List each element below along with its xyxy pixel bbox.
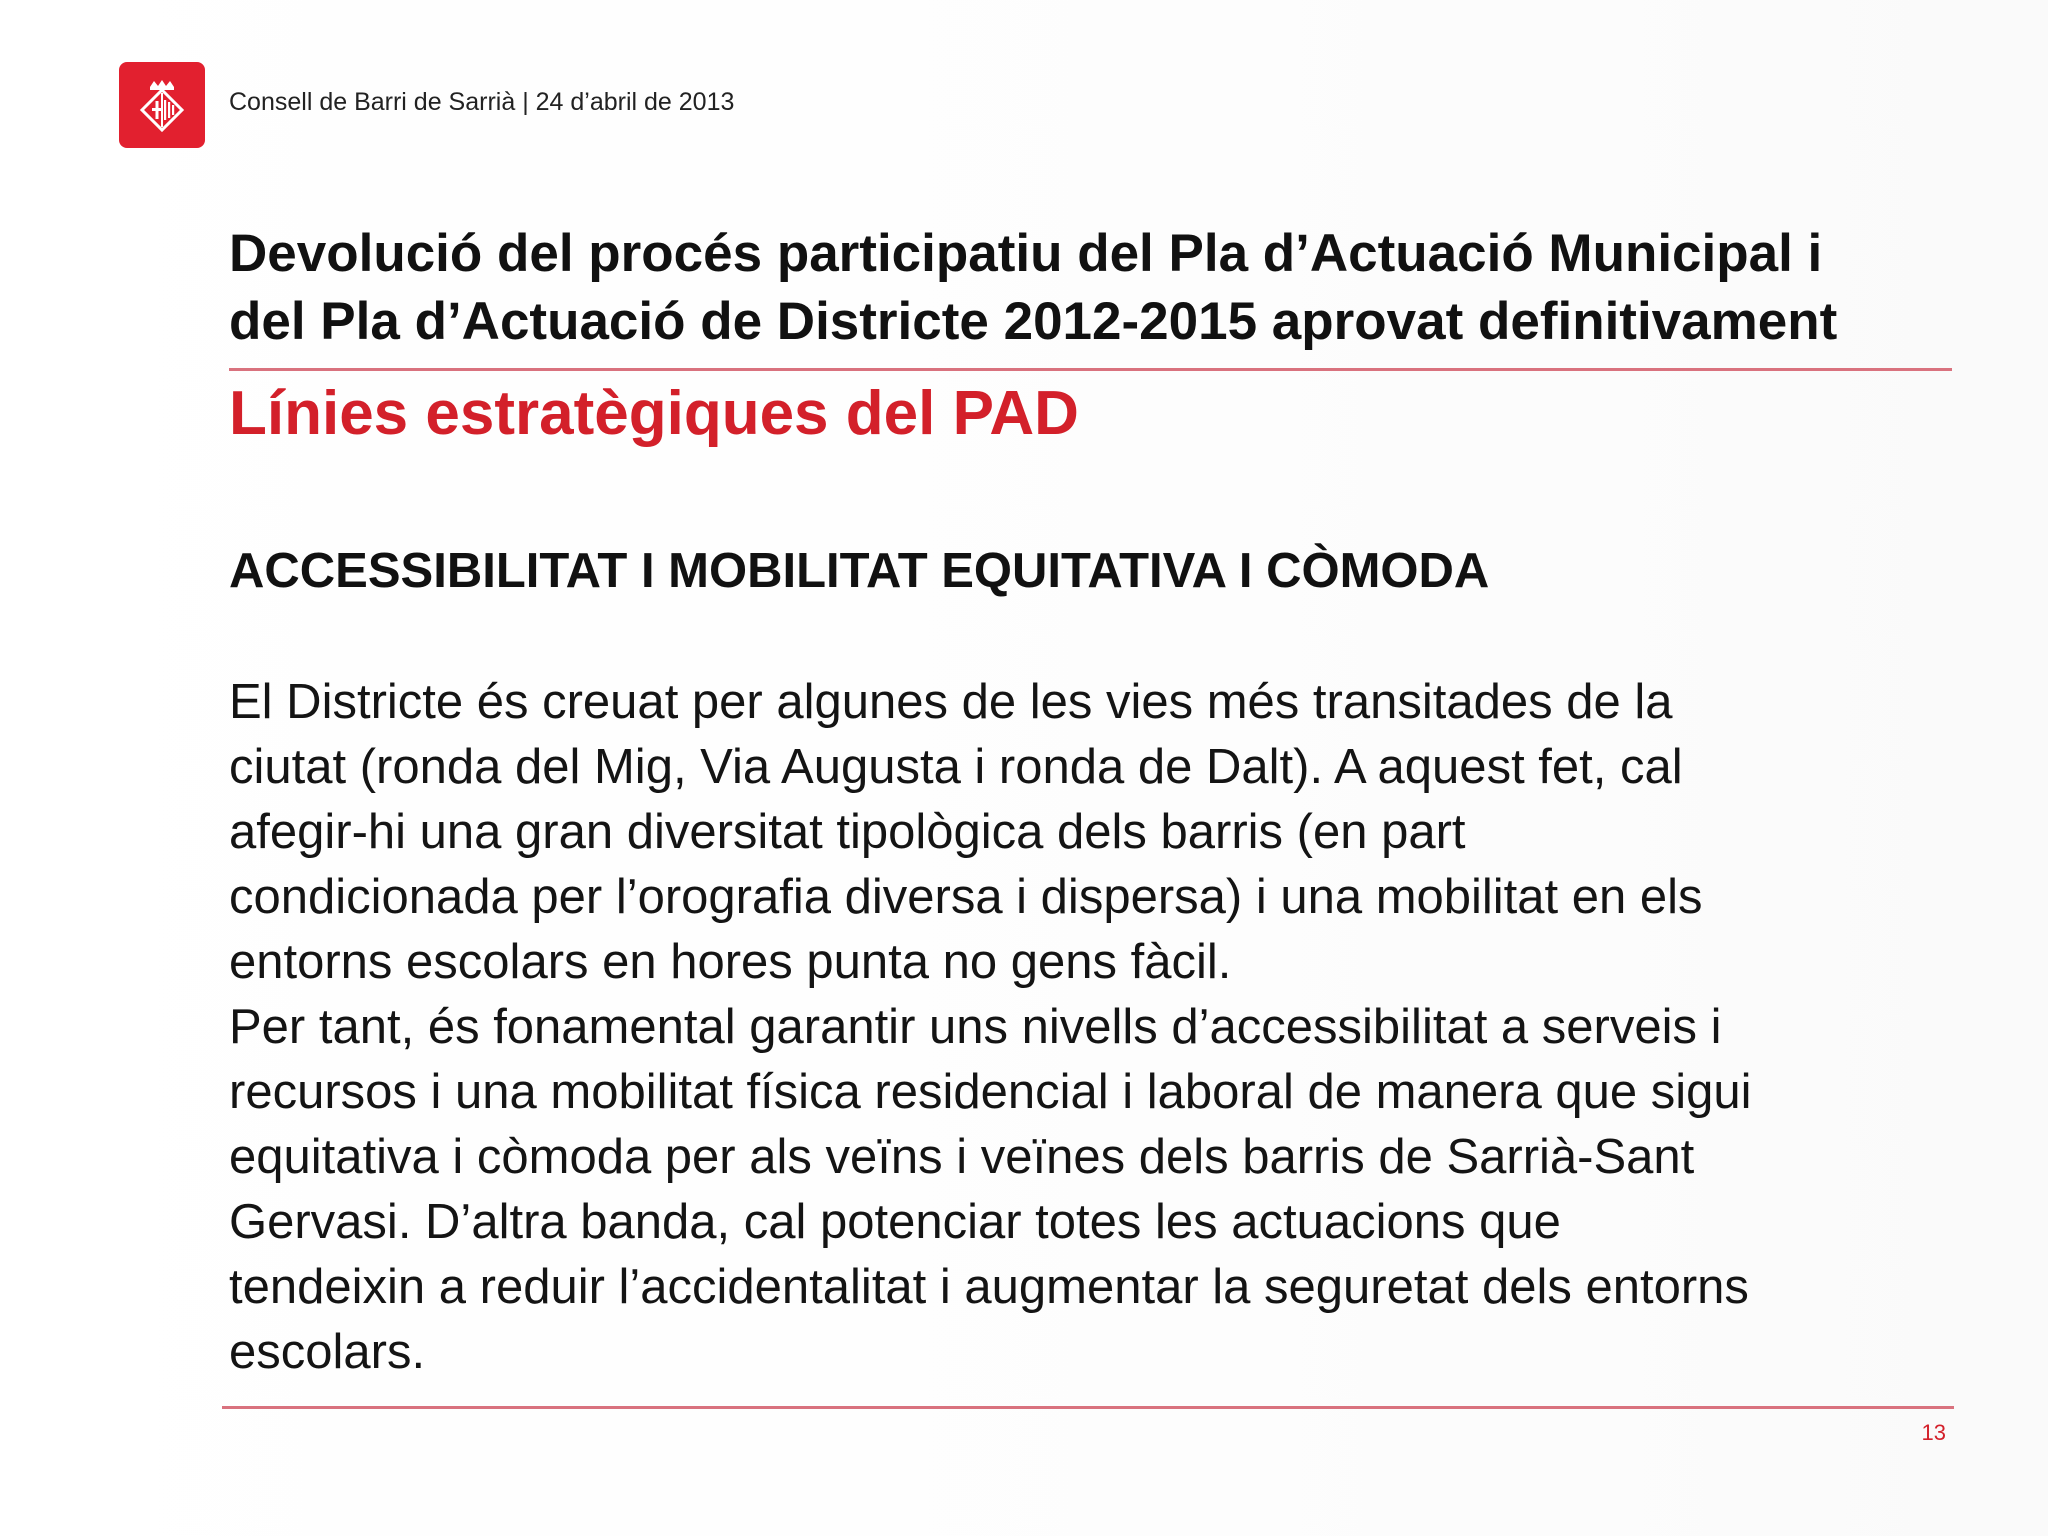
- footer-divider: [222, 1406, 1954, 1409]
- body-line: ciutat (ronda del Mig, Via Augusta i ronda de Dalt). A aquest fet, cal: [229, 740, 1683, 794]
- body-line: Gervasi. D’altra banda, cal potenciar totes les actuacions que: [229, 1195, 1561, 1249]
- barcelona-coat-of-arms-icon: [119, 62, 205, 148]
- section-heading: ACCESSIBILITAT I MOBILITAT EQUITATIVA I CÒMODA: [229, 544, 1490, 598]
- body-line: condicionada per l’orografia diversa i dispersa) i una mobilitat en els: [229, 870, 1703, 924]
- body-line: El Districte és creuat per algunes de les vies més transitades de la: [229, 675, 1673, 729]
- body-line: Per tant, és fonamental garantir uns nivells d’accessibilitat a serveis i: [229, 1000, 1722, 1054]
- body-line: tendeixin a reduir l’accidentalitat i augmentar la seguretat dels entorns: [229, 1260, 1749, 1314]
- meeting-info: Consell de Barri de Sarrià | 24 d’abril de 2013: [229, 88, 735, 116]
- body-line: recursos i una mobilitat física residencial i laboral de manera que sigui: [229, 1065, 1752, 1119]
- body-line: escolars.: [229, 1325, 426, 1379]
- body-paragraph: [229, 670, 1989, 1385]
- body-line: equitativa i còmoda per als veïns i veïnes dels barris de Sarrià-Sant: [229, 1130, 1695, 1184]
- body-line: entorns escolars en hores punta no gens fàcil.: [229, 935, 1232, 989]
- title-divider: [229, 368, 1952, 371]
- body-line: afegir-hi una gran diversitat tipològica dels barris (en part: [229, 805, 1466, 859]
- page-title: [229, 220, 2019, 356]
- page-number: 13: [1921, 1420, 1946, 1445]
- section-subtitle: Línies estratègiques del PAD: [229, 379, 1079, 448]
- page-title-line: Devolució del procés participatiu del Pla d’Actuació Municipal i: [229, 224, 1823, 283]
- page-title-line: del Pla d’Actuació de Districte 2012-2015 aprovat definitivament: [229, 292, 1838, 351]
